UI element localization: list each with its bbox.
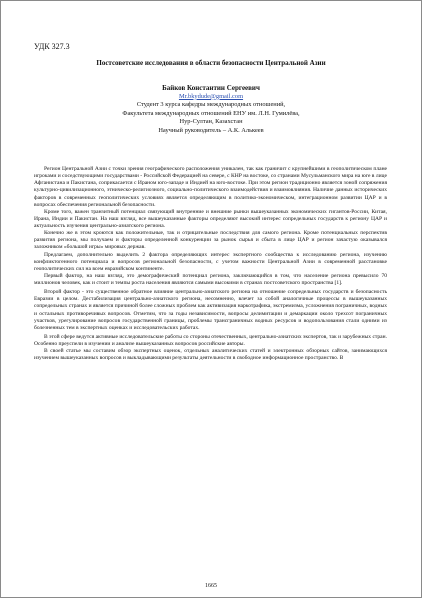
- author-location: Нур-Султан, Казахстан: [179, 118, 243, 126]
- scientific-advisor: Научный руководитель – А.К. Алькеев: [158, 126, 264, 134]
- author-affiliation-line1: Студент 3 курса кафедры международных отношений,: [136, 101, 286, 109]
- paragraph-8: В своей статье мы составим обзор экспертных оценок, отдельных аналитических статей и электронных обзорных сайтов, занимающихся изучением вышеуказанных вопросов и выкладывающими результаты деятельности в свободное информационное пространство. В: [34, 348, 387, 362]
- paragraph-2: Кроме того, важен транзитный потенциал связующий внутренние и внешние рынки вышеуказанных экономических гигантов-России, Китая, Ирана, Индии и Пакистан. На наш взгляд, все вышеуказанные факторы определяют высокий интерес сопредельных государств к региону ЦАР и актуальность изучения центрально-азиатского региона.: [34, 208, 387, 229]
- author-affiliation-line2: Факультета международных отношений ЕНУ им. Л.Н. Гумилёва,: [122, 109, 300, 117]
- page-number: 1665: [205, 583, 217, 589]
- article-body: [34, 166, 387, 362]
- author-block: [1, 84, 421, 136]
- udk-code: УДК 327.3: [34, 42, 70, 51]
- paragraph-4: Предлагаем, дополнительно выделить 2 фактора определяющих интерес экспертного сообщества к исследованию региона, изучению конфликтогенного потенциала и вопросов региональной безопасности, с учетом важности Центральной Азии в современной расстановке геополитических сил на всем евразийском континенте.: [34, 251, 387, 272]
- author-name: Байков Константин Сергеевич: [162, 84, 260, 92]
- author-email-link[interactable]: Mr.bkydude@gmail.com: [178, 92, 244, 100]
- paragraph-6: Второй фактор - это существенное обратное влияние центрально-азиатского региона на отношение сопредельных государств и безопасность Евразии в целом. Дестабилизация центрально-азиатского региона, несомненно, влечет за собой аналогичные процессы в вышеуказанных сопредельных странах и является причиной более сложных проблем как активизация наркотрафика, экстремизма, усложнения пограничных, водных и остальных противоречивых вопросов. Отметим, что за годы независимости, вопросы делимитации и демаркации около трехсот пограничных участков, урегулирование вопросов государственной границы, проблемы трансграничных водных ресурсов и водопользования стали одними из болезненных тем в экспертных оценках и исследовательских работах.: [34, 289, 387, 331]
- paragraph-1: Регион Центральной Азии с точки зрения географического расположения уникален, так как граничит с крупнейшими в геополитическом плане игроками и соседствующими государствами - Российской Федерацией на севере, с КНР на востоке, со странами Мусульманского мира на юге в лице Афганистана и Пакистана, соприкасается с Ираном юго-западе и Индией на юго-востоке. При этом регион традиционно является зоной сопряжения культурно-цивилизационного, этническо-религиозного, социально-политического взаимодействия и взаимовлияния. Наличие данных исторических факторов в современных геополитических условиях является определяющим в политико-экономическом, интеграционном развитии ЦАР и в вопросах обеспечения региональной безопасности.: [34, 166, 387, 208]
- paragraph-7: В этой сфере ведутся активные исследовательские работы со стороны отечественных, центрально-азиатских экспертов, так и зарубежных стран. Особенно преуспели в изучении и анализе вышеуказанных вопросов российские авторы.: [34, 333, 387, 347]
- paragraph-5: Первый фактор, на наш взгляд, это демографический потенциал региона, заключающийся в том, что население региона превысило 70 миллионов человек, как и стоит и темпы роста населения являются самыми высокими в странах постсоветского пространства [1].: [34, 272, 387, 286]
- paragraph-3: Конечно же в этом кроются как положительные, так и отрицательные последствия для самого региона. Кроме потенциальных перспектив развития региона, мы получаем и факторы определенной конкуренции за рынок сырья и сбыта в лице ЦАР и регион зачастую оказывался заложником «большой игры» мировых держав.: [34, 230, 387, 251]
- article-title: Постсоветские исследования в области безопасности Центральной Азии: [96, 59, 326, 67]
